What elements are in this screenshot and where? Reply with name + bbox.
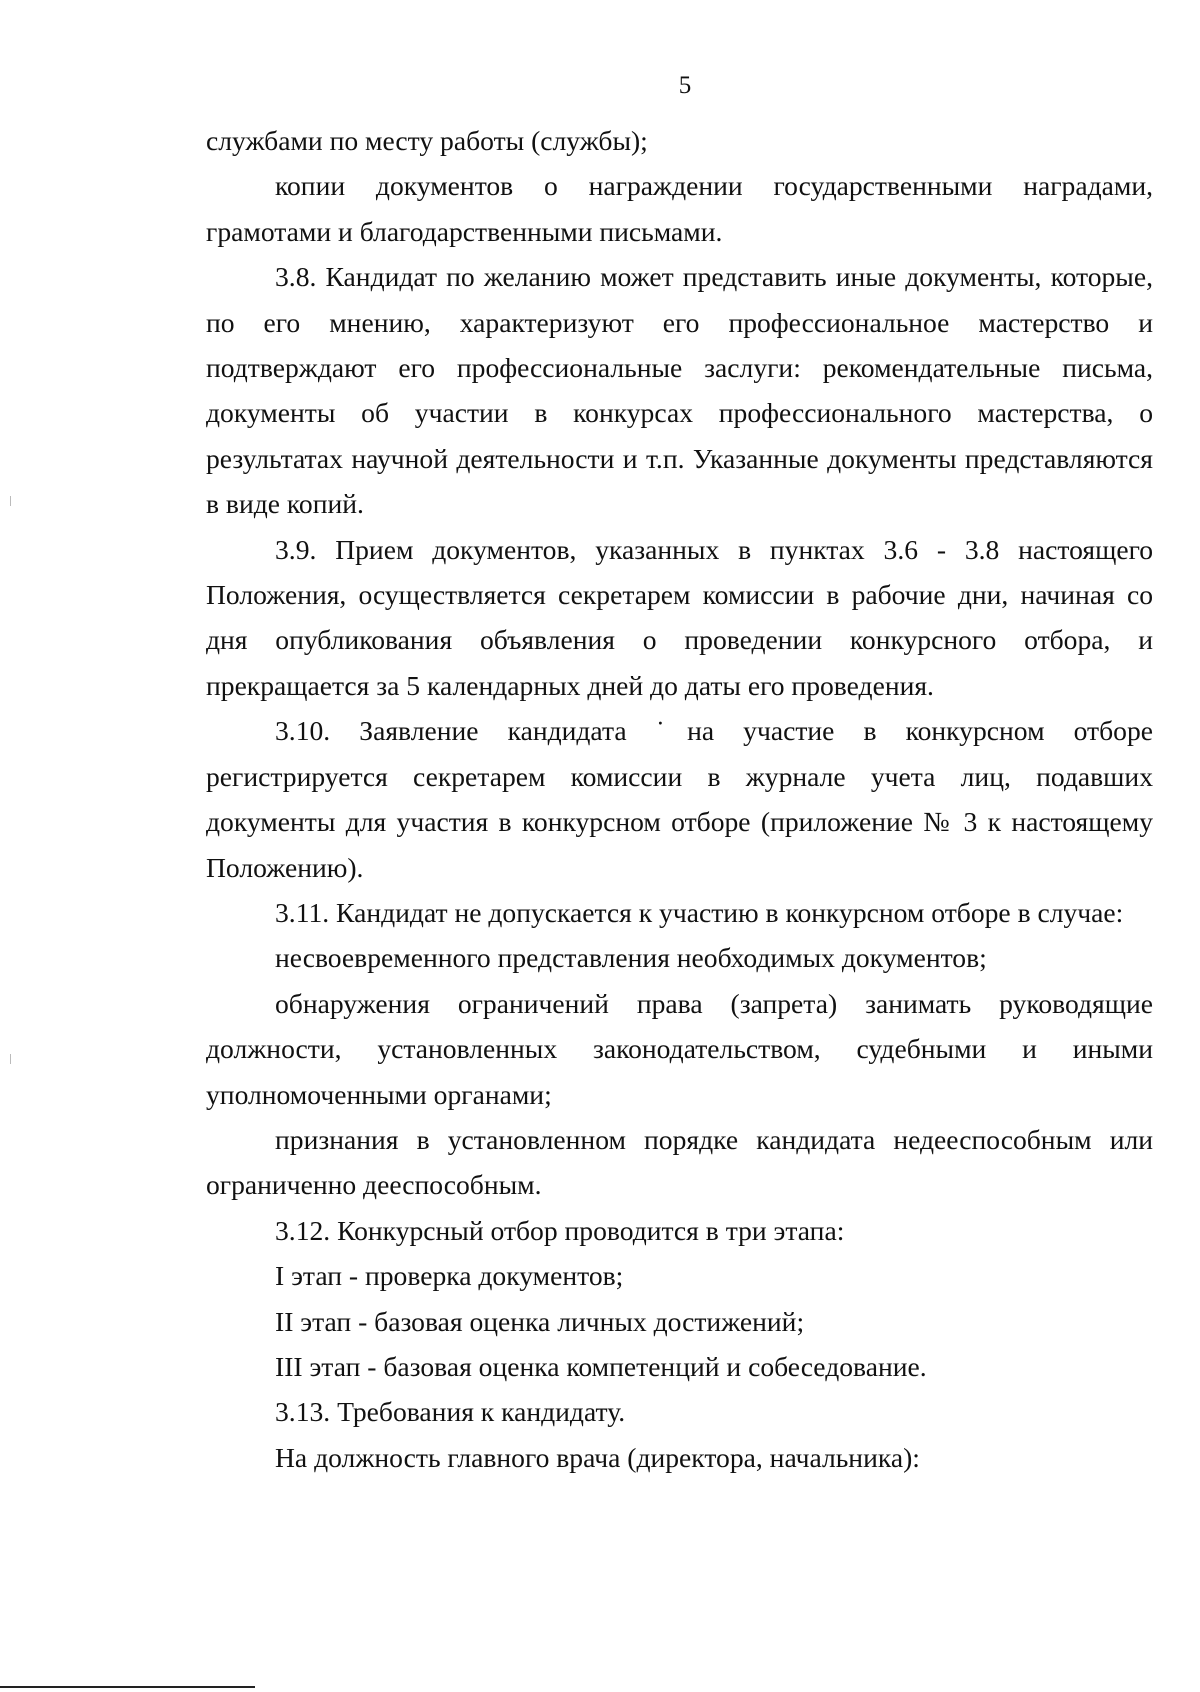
scan-artifact [10,496,11,506]
page-number: 5 [678,72,692,99]
paragraph-chief-physician: На должность главного врача (директора, начальника): [275,1441,920,1473]
paragraph-restrictions: обнаружения ограничений права (запрета) занимать руководящие должности, установленных законодательством, судебными и иными уполномоченными органами; [206,987,1153,1110]
paragraph-stage-1: I этап - проверка документов; [275,1260,624,1292]
paragraph-services-continued: службами по месту работы (службы); [206,125,648,156]
document-body [206,118,1153,1480]
paragraph-3-11: 3.11. Кандидат не допускается к участию в конкурсном отборе в случае: [275,896,1124,928]
paragraph-incapacity: признания в установленном порядке кандидата недееспособным или ограниченно дееспособным. [206,1123,1153,1201]
paragraph-stage-2: II этап - базовая оценка личных достижений; [275,1305,805,1337]
paragraph-award-copies: копии документов о награждении государственными наградами, грамотами и благодарственными письмами. [206,170,1153,247]
bottom-rule [0,1686,255,1688]
paragraph-3-10: 3.10. Заявление кандидата ˙на участие в конкурсном отборе регистрируется секретарем комиссии в журнале учета лиц, подавших документы для участия в конкурсном отборе (приложение № 3 к настоящему Положению). [206,715,1153,883]
paragraph-stage-3: III этап - базовая оценка компетенций и собеседование. [275,1350,927,1382]
paragraph-untimely-submission: несвоевременного представления необходимых документов; [275,942,987,974]
paragraph-3-13: 3.13. Требования к кандидату. [275,1396,626,1428]
paragraph-3-9: 3.9. Прием документов, указанных в пунктах 3.6 - 3.8 настоящего Положения, осуществляется секретарем комиссии в рабочие дни, начиная со дня опубликования объявления о проведении конкурсного отбора, и прекращается за 5 календарных дней до даты его проведения. [206,533,1153,701]
paragraph-3-8: 3.8. Кандидат по желанию может представить иные документы, которые, по его мнению, характеризуют его профессиональное мастерство и подтверждают его профессиональные заслуги: рекомендательные письма, документы об участии в конкурсах профессионального мастерства, о результатах научной деятельности и т.п. Указанные документы представляются в виде копий. [206,261,1153,520]
scan-artifact [10,1054,11,1064]
paragraph-3-12: 3.12. Конкурсный отбор проводится в три этапа: [275,1214,845,1246]
